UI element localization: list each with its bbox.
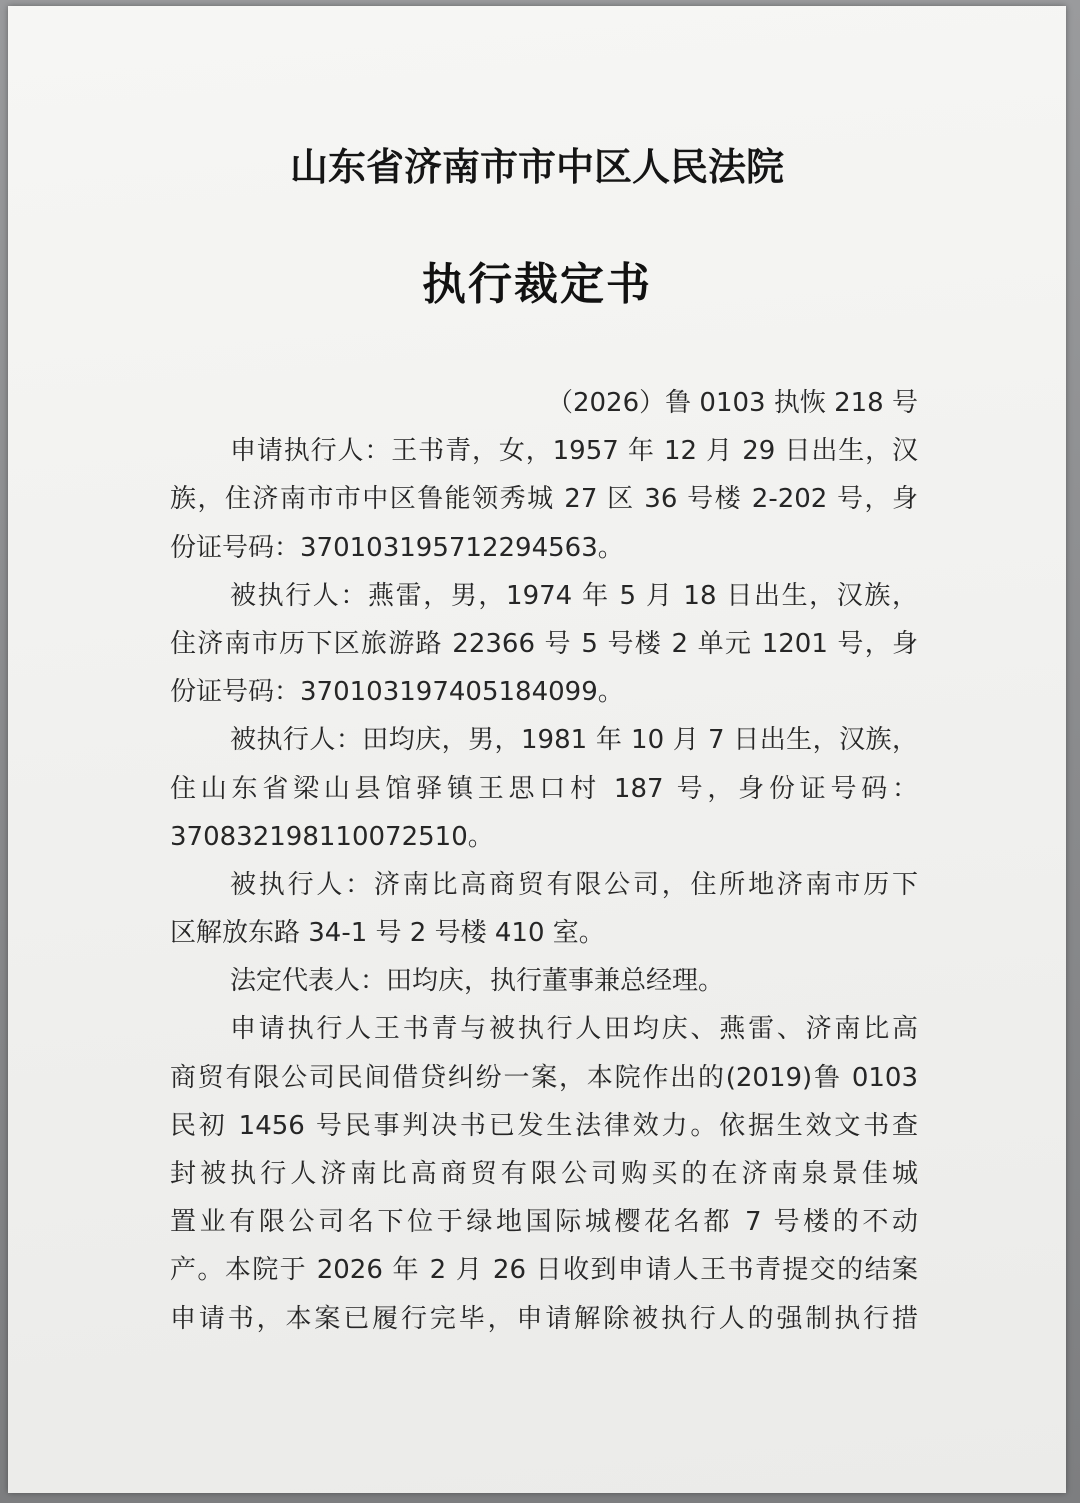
document-page (8, 6, 1066, 1493)
facts-line-7: 申请书，本案已履行完毕，申请解除被执行人的强制执行措 (170, 1303, 918, 1334)
respondent-2-line-3: 370832198110072510。 (170, 821, 494, 852)
applicant-line-3: 份证号码：370103195712294563。 (170, 532, 624, 563)
respondent-1-line-3: 份证号码：370103197405184099。 (170, 677, 624, 708)
document-body (170, 379, 918, 1343)
facts-line-6: 产。本院于 2026 年 2 月 26 日收到申请人王书青提交的结案 (170, 1255, 918, 1286)
respondent-1-line-1: 被执行人：燕雷，男，1974 年 5 月 18 日出生，汉族， (230, 580, 918, 611)
respondent-2-line-1: 被执行人：田均庆，男，1981 年 10 月 7 日出生，汉族， (230, 725, 918, 756)
respondent-1-line-2: 住济南市历下区旅游路 22366 号 5 号楼 2 单元 1201 号，身 (170, 628, 918, 659)
respondent-3-line-1: 被执行人：济南比高商贸有限公司，住所地济南市历下 (230, 869, 918, 900)
legal-representative-line: 法定代表人：田均庆，执行董事兼总经理。 (230, 966, 725, 997)
court-name-heading: 山东省济南市市中区人民法院 (289, 144, 784, 189)
document-type-heading: 执行裁定书 (422, 259, 652, 310)
applicant-line-1: 申请执行人：王书青，女，1957 年 12 月 29 日出生，汉 (230, 436, 918, 467)
facts-line-4: 封被执行人济南比高商贸有限公司购买的在济南泉景佳城 (170, 1159, 918, 1189)
facts-line-3: 民初 1456 号民事判决书已发生法律效力。依据生效文书查 (170, 1110, 918, 1141)
facts-line-1: 申请执行人王书青与被执行人田均庆、燕雷、济南比高 (230, 1014, 918, 1045)
case-number: （2026）鲁 0103 执恢 218 号 (546, 388, 918, 418)
facts-line-5: 置业有限公司名下位于绿地国际城樱花名都 7 号楼的不动 (170, 1207, 918, 1238)
facts-line-2: 商贸有限公司民间借贷纠纷一案，本院作出的(2019)鲁 0103 (170, 1062, 918, 1093)
respondent-2-line-2: 住山东省梁山县馆驿镇王思口村 187 号，身份证号码： (170, 773, 918, 804)
respondent-3-line-2: 区解放东路 34-1 号 2 号楼 410 室。 (170, 918, 605, 949)
applicant-line-2: 族，住济南市市中区鲁能领秀城 27 区 36 号楼 2-202 号，身 (170, 484, 918, 515)
